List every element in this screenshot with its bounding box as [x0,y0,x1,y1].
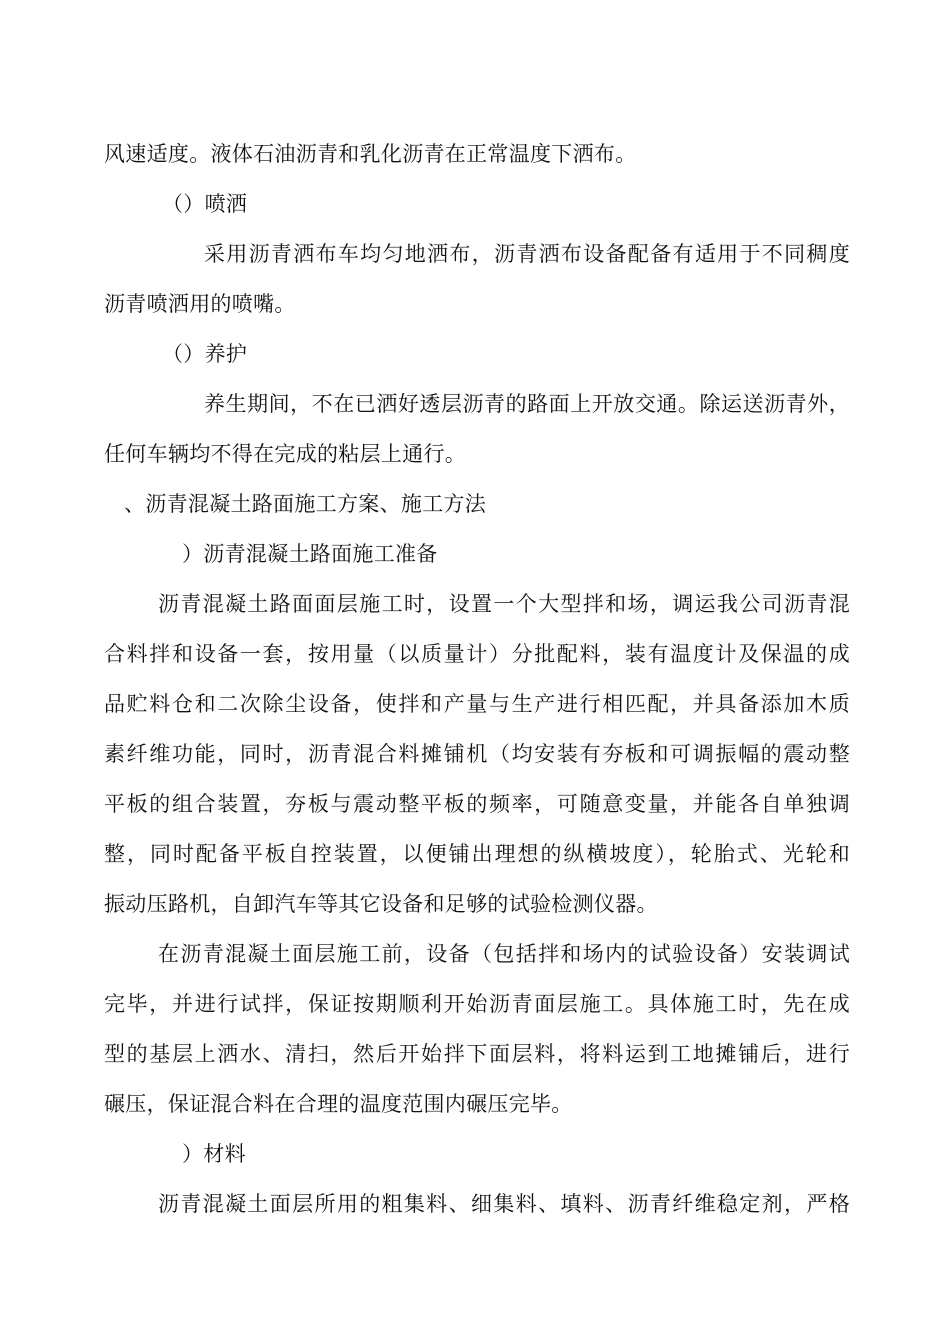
text-line: 采用沥青洒布车均匀地洒布，沥青洒布设备配备有适用于不同稠度 [204,242,850,266]
text-line: 在沥青混凝土面层施工前，设备（包括拌和场内的试验设备）安装调试 [158,942,850,966]
text-line: 整，同时配备平板自控装置，以便铺出理想的纵横坡度），轮胎式、光轮和 [104,842,850,866]
text-line: 品贮料仓和二次除尘设备，使拌和产量与生产进行相匹配，并具备添加木质 [104,692,850,716]
text-line: 沥青混凝土面层所用的粗集料、细集料、填料、沥青纤维稳定剂，严格 [158,1192,850,1216]
text-line: 平板的组合装置，夯板与震动整平板的频率，可随意变量，并能各自单独调 [104,792,850,816]
text-line: 型的基层上洒水、清扫，然后开始拌下面层料，将料运到工地摊铺后，进行 [104,1042,850,1066]
text-line: 合料拌和设备一套，按用量（以质量计）分批配料，装有温度计及保温的成 [104,642,850,666]
section-heading: 、沥青混凝土路面施工方案、施工方法 [124,492,487,516]
subsection-heading: ）材料 [182,1142,246,1166]
text-line: 养生期间，不在已洒好透层沥青的路面上开放交通。除运送沥青外， [204,392,850,416]
text-line: 振动压路机，自卸汽车等其它设备和足够的试验检测仪器。 [104,892,658,916]
text-line: 素纤维功能，同时，沥青混合料摊铺机（均安装有夯板和可调振幅的震动整 [104,742,850,766]
text-line: 完毕，并进行试拌，保证按期顺利开始沥青面层施工。具体施工时，先在成 [104,992,850,1016]
text-line: 沥青喷洒用的喷嘴。 [104,292,296,316]
text-line: 沥青混凝土路面面层施工时，设置一个大型拌和场，调运我公司沥青混 [158,592,850,616]
section-heading: （）养护 [162,342,248,366]
text-line: 任何车辆均不得在完成的粘层上通行。 [104,442,467,466]
text-line: 风速适度。液体石油沥青和乳化沥青在正常温度下洒布。 [104,142,637,166]
section-heading: （）喷洒 [162,192,248,216]
subsection-heading: ）沥青混凝土路面施工准备 [182,542,438,566]
text-line: 碾压，保证混合料在合理的温度范围内碾压完毕。 [104,1092,573,1116]
